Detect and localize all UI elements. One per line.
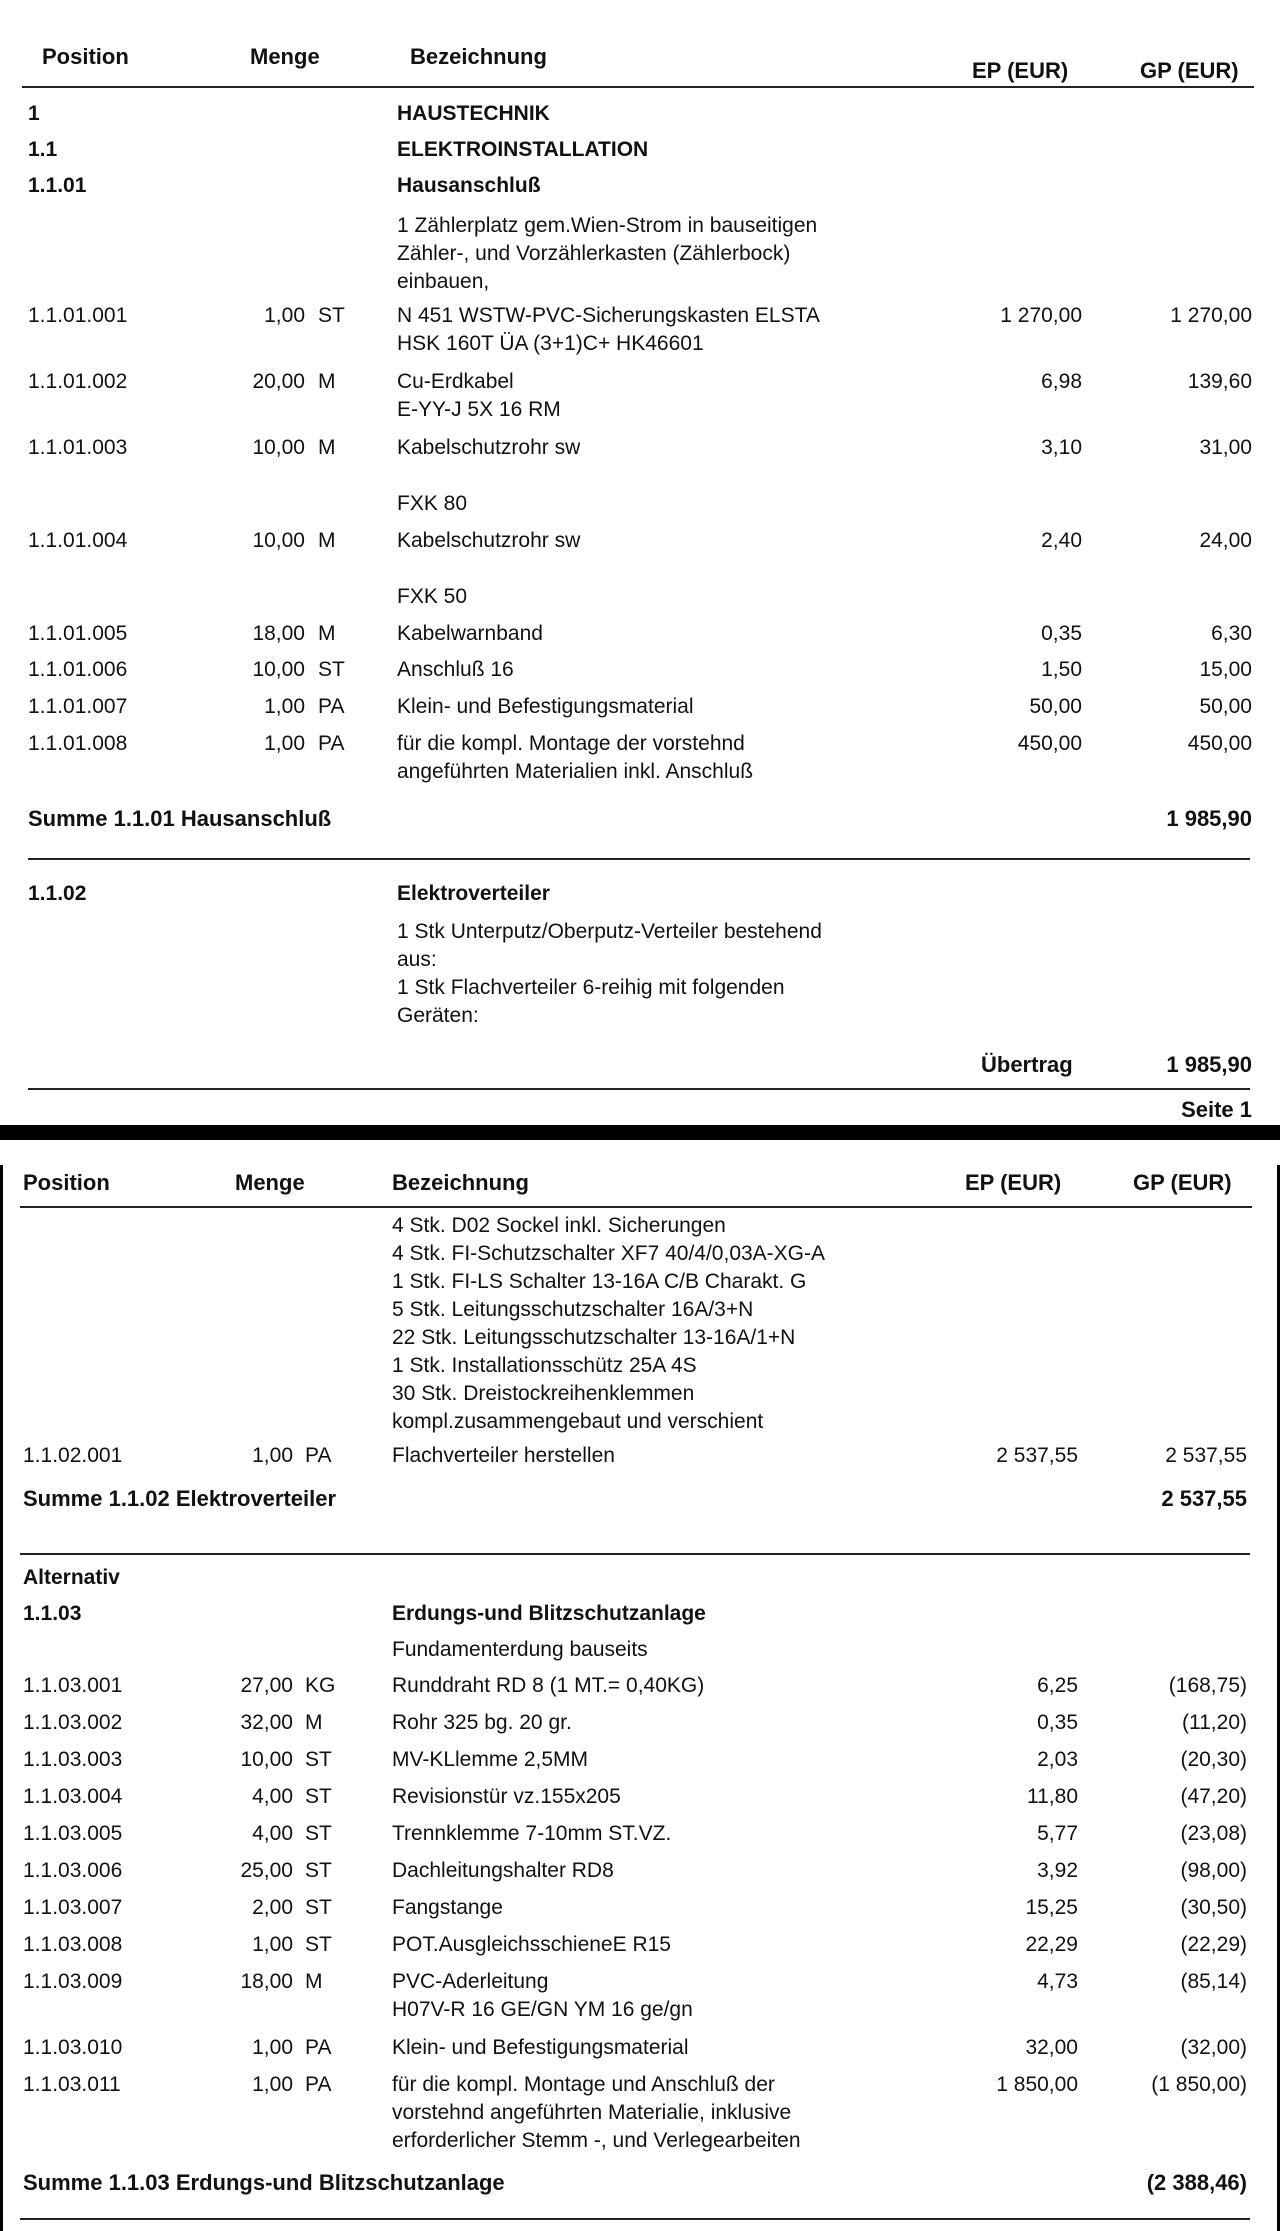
section-rule — [28, 858, 1250, 860]
header-menge: Menge — [250, 44, 320, 69]
header-rule — [22, 86, 1254, 88]
page-separator — [0, 1125, 1280, 1140]
subtotal-label: Summe 1.1.01 Hausanschluß — [28, 806, 332, 831]
document-page-2: Position Menge Bezeichnung EP (EUR) GP (EUR) 4 Stk. D02 Sockel inkl. Sicherungen 4 Stk. FI-Schutzschalter XF7 40/4/0,03A-XG-A 1 Stk. FI-LS Schalter 13-16A C/B Charakt. G 5 Stk. Leitungsschutzschalter 16A/3+N 22 Stk. Leitungsschutzschalter 13-16A/1+N 1 Stk. Installationsschütz 25A 4S 30 Stk. Dreistockreihenklemmen kompl.zusammengebaut und verschient 1.1.02.001 1,00 PA Flachverteiler herstellen 2 537,55 2 537,55 Summe 1.1.02 Elektroverteiler 2 537,55 Alternativ 1.1.03 Erdungs-und Blitzschutzanlage Fundamenterdung bauseits 1.1.03.001 27,00 KG Runddraht RD 8 (1 MT.= 0,40KG) 6,25 (168,75) 1.1.03.002 32,00 M Rohr 325 bg. 20 gr. 0,35 (11,20) 1.1.03.003 10,00 ST MV-KLlemme 2,5MM 2,03 (20,30) 1.1.03.004 4,00 ST Revisionstür vz.155x205 11,80 (47,20) 1.1.03.005 4,00 ST Trennklemme 7-10mm ST.VZ. 5,77 (23,08) 1.1.03.006 25,00 ST Dachleitungshalter RD8 3,92 (98,00) 1.1.03.007 2,00 ST Fangstange 15,25 (30,50) 1.1.03.008 1,00 ST POT.AusgleichsschieneE R15 22,29 (22,29) 1.1.03.009 18,00 M PVC-Aderleitung H07V-R 16 GE/GN YM 16 ge/gn 4,73 (85,14) 1.1.03.010 1,00 PA Klein- und Befestigungsmaterial 32,00 (32,00) 1.1.03.011 1,00 PA für die kompl. Montage und Anschluß der vorstehnd angeführten Materialie, inklusive erforderlicher Stemm -, und Verlegearbeiten 1 850,00 (1 850,00) Summe 1.1.03 Erdungs-und Blitzschutzanlage (2 388,46) — [0, 1140, 1280, 2231]
group-title: Elektroverteiler — [397, 882, 550, 905]
group-position: 1.1.01 — [28, 174, 87, 197]
section-rule — [20, 2218, 1250, 2220]
header-bezeichnung: Bezeichnung — [410, 44, 547, 69]
group-title: Hausanschluß — [397, 174, 541, 197]
subtotal-value: (2 388,46) — [1146, 2170, 1247, 2195]
header-position: Position — [23, 1170, 110, 1195]
subtotal-label: Summe 1.1.03 Erdungs-und Blitzschutzanlage — [23, 2170, 505, 2195]
header-gp: GP (EUR) — [1140, 58, 1239, 83]
header-menge: Menge — [235, 1170, 305, 1195]
section-rule — [20, 1553, 1250, 1555]
subtotal-value: 2 537,55 — [1161, 1486, 1247, 1511]
header-rule — [20, 1206, 1252, 1208]
header-gp: GP (EUR) — [1133, 1170, 1232, 1195]
page-bottom-rule — [28, 1088, 1250, 1090]
page-frame-left — [0, 1165, 3, 2231]
group-title: ELEKTROINSTALLATION — [397, 138, 649, 161]
subtotal-value: 1 985,90 — [1166, 806, 1252, 831]
header-position: Position — [42, 44, 129, 69]
carry-over-label: Übertrag — [981, 1052, 1073, 1077]
group-title: HAUSTECHNIK — [397, 102, 550, 125]
subtotal-label: Summe 1.1.02 Elektroverteiler — [23, 1486, 337, 1511]
group-title: Erdungs-und Blitzschutzanlage — [392, 1602, 706, 1625]
group-position: 1.1.03 — [23, 1602, 82, 1625]
group-position: 1.1 — [28, 138, 58, 161]
header-bezeichnung: Bezeichnung — [392, 1170, 529, 1195]
header-ep: EP (EUR) — [965, 1170, 1062, 1195]
document-page-1: Position Menge Bezeichnung EP (EUR) GP (EUR) 1 HAUSTECHNIK 1.1 ELEKTROINSTALLATION 1.1.01 Hausanschluß 1 Zählerplatz gem.Wien-Strom in bauseitigen Zähler-, und Vorzählerkasten (Zählerbock) einbauen, 1.1.01.001 1,00 ST N 451 WSTW-PVC-Sicherungskasten ELSTA HSK 160T ÜA (3+1)C+ HK46601 1 270,00 1 270,00 1.1.01.002 20,00 M Cu-Erdkabel E-YY-J 5X 16 RM 6,98 139,60 1.1.01.003 10,00 M Kabelschutzrohr sw FXK 80 3,10 31,00 1.1.01.004 10,00 M Kabelschutzrohr sw FXK 50 2,40 24,00 1.1.01.005 18,00 M Kabelwarnband 0,35 6,30 1.1.01.006 10,00 ST Anschluß 16 1,50 15,00 1.1.01.007 1,00 PA Klein- und Befestigungsmaterial 50,00 50,00 1.1.01.008 1,00 PA für die kompl. Montage der vorstehnd angeführten Materialien inkl. Anschluß 450,00 450,00 Summe 1.1.01 Hausanschluß 1 985,90 1.1.02 Elektroverteiler 1 Stk Unterputz/Oberputz-Verteiler bestehend aus: 1 Stk Flachverteiler 6-reihig mit folgenden Geräten: Übertrag 1 985,90 Seite 1 — [0, 0, 1280, 1140]
group-position: 1.1.02 — [28, 882, 87, 905]
alternativ-label: Alternativ — [23, 1566, 120, 1589]
page-number: Seite 1 — [1181, 1097, 1252, 1122]
header-ep: EP (EUR) — [972, 58, 1069, 83]
group-position: 1 — [28, 102, 40, 125]
carry-over-value: 1 985,90 — [1166, 1052, 1252, 1077]
